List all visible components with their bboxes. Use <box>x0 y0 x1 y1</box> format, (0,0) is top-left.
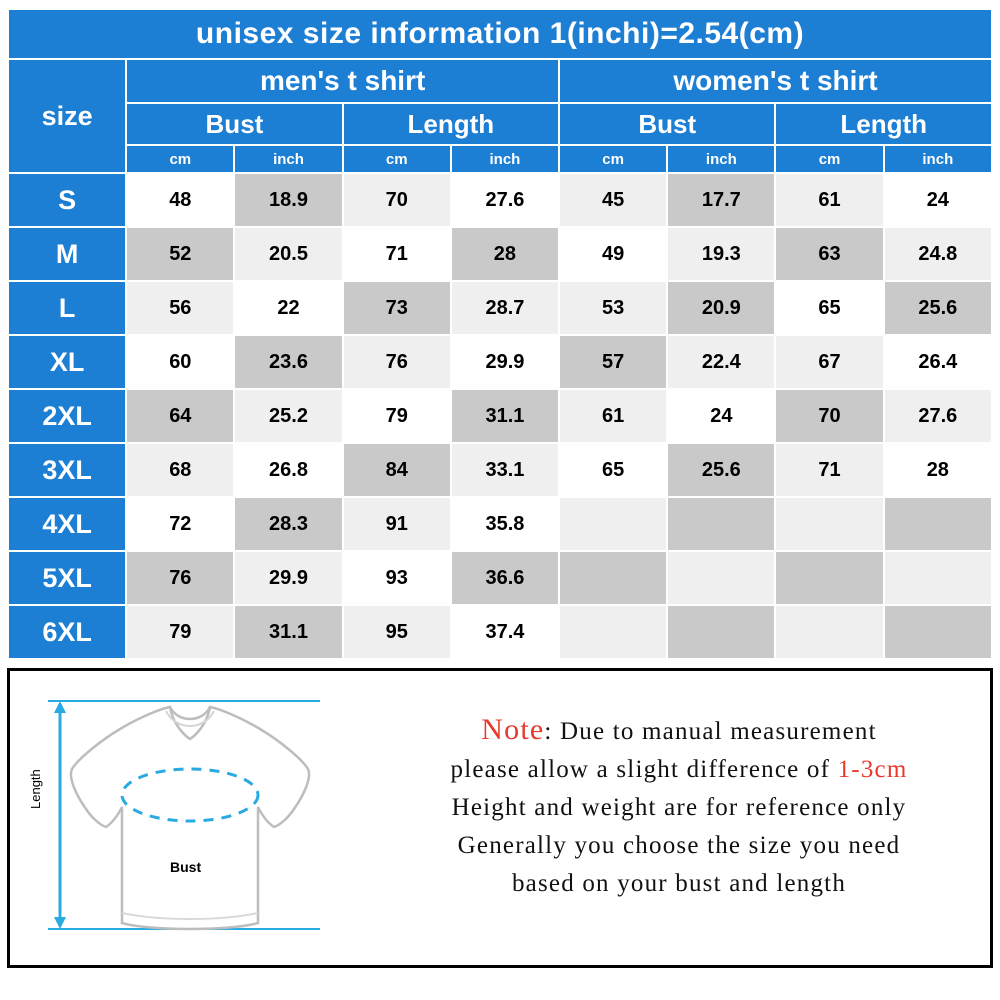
note-tolerance: 1-3cm <box>837 756 908 783</box>
cell-empty <box>667 605 775 659</box>
cell-men-bust-cm: 60 <box>126 335 234 389</box>
cell-empty <box>559 497 667 551</box>
note-line-3: Height and weight are for reference only <box>451 794 907 821</box>
cell-men-bust-inch: 29.9 <box>234 551 342 605</box>
bust-label: Bust <box>170 859 202 875</box>
tshirt-illustration <box>20 677 375 962</box>
note-panel <box>7 668 993 968</box>
table-row <box>8 497 992 551</box>
cell-women-bust-inch: 24 <box>667 389 775 443</box>
cell-empty <box>775 497 883 551</box>
cell-women-bust-inch: 22.4 <box>667 335 775 389</box>
cell-empty <box>667 497 775 551</box>
cell-empty <box>884 551 992 605</box>
cell-men-length-inch: 36.6 <box>451 551 559 605</box>
cell-men-length-inch: 35.8 <box>451 497 559 551</box>
cell-women-bust-inch: 19.3 <box>667 227 775 281</box>
note-line-1-rest: : Due to manual measurement <box>544 718 877 745</box>
cell-men-length-cm: 91 <box>343 497 451 551</box>
table-row <box>8 551 992 605</box>
cell-women-bust-cm: 49 <box>559 227 667 281</box>
cell-men-length-inch: 37.4 <box>451 605 559 659</box>
cell-women-bust-inch: 20.9 <box>667 281 775 335</box>
header-mens-bust: Bust <box>126 103 342 145</box>
cell-men-length-cm: 73 <box>343 281 451 335</box>
cell-men-length-cm: 84 <box>343 443 451 497</box>
header-womens-tshirt: women's t shirt <box>559 59 992 103</box>
table-title-row <box>8 9 992 59</box>
cell-women-bust-inch: 17.7 <box>667 173 775 227</box>
cell-empty <box>884 497 992 551</box>
row-size-label: 4XL <box>8 497 126 551</box>
unit-mens-length-cm: cm <box>343 145 451 173</box>
cell-men-bust-cm: 52 <box>126 227 234 281</box>
row-size-label: 3XL <box>8 443 126 497</box>
length-axis-label: Length <box>28 769 43 809</box>
row-size-label: L <box>8 281 126 335</box>
note-line-2 <box>370 751 988 789</box>
table-row <box>8 605 992 659</box>
header-womens-length: Length <box>775 103 992 145</box>
cell-men-length-inch: 29.9 <box>451 335 559 389</box>
header-size: size <box>8 59 126 173</box>
cell-men-length-inch: 33.1 <box>451 443 559 497</box>
cell-men-length-cm: 76 <box>343 335 451 389</box>
cell-men-bust-inch: 23.6 <box>234 335 342 389</box>
cell-men-length-inch: 31.1 <box>451 389 559 443</box>
cell-men-length-cm: 71 <box>343 227 451 281</box>
table-unit-header-row <box>8 145 992 173</box>
header-mens-length: Length <box>343 103 559 145</box>
table-row <box>8 281 992 335</box>
table-row <box>8 443 992 497</box>
cell-men-bust-cm: 72 <box>126 497 234 551</box>
cell-men-length-inch: 28.7 <box>451 281 559 335</box>
unit-womens-bust-inch: inch <box>667 145 775 173</box>
unit-mens-bust-inch: inch <box>234 145 342 173</box>
table-row <box>8 227 992 281</box>
cell-women-length-cm: 63 <box>775 227 883 281</box>
unit-mens-bust-cm: cm <box>126 145 234 173</box>
cell-men-bust-inch: 31.1 <box>234 605 342 659</box>
note-line-1 <box>370 711 988 751</box>
cell-women-length-inch: 28 <box>884 443 992 497</box>
cell-women-length-inch: 24 <box>884 173 992 227</box>
cell-empty <box>667 551 775 605</box>
note-text <box>370 711 988 903</box>
cell-women-length-cm: 70 <box>775 389 883 443</box>
table-row <box>8 389 992 443</box>
note-line-2-text: please allow a slight difference of <box>450 756 838 783</box>
cell-men-length-inch: 28 <box>451 227 559 281</box>
table-group-header-row <box>8 59 992 103</box>
note-line-5: based on your bust and length <box>511 870 847 897</box>
cell-men-bust-cm: 79 <box>126 605 234 659</box>
cell-women-length-cm: 71 <box>775 443 883 497</box>
cell-empty <box>775 551 883 605</box>
cell-women-bust-cm: 57 <box>559 335 667 389</box>
cell-women-bust-cm: 65 <box>559 443 667 497</box>
cell-men-bust-cm: 68 <box>126 443 234 497</box>
cell-men-bust-cm: 64 <box>126 389 234 443</box>
row-size-label: M <box>8 227 126 281</box>
row-size-label: 5XL <box>8 551 126 605</box>
header-womens-bust: Bust <box>559 103 775 145</box>
cell-women-bust-cm: 61 <box>559 389 667 443</box>
cell-women-bust-cm: 45 <box>559 173 667 227</box>
cell-men-bust-inch: 26.8 <box>234 443 342 497</box>
cell-women-length-cm: 65 <box>775 281 883 335</box>
cell-men-length-cm: 79 <box>343 389 451 443</box>
size-information-table <box>7 8 993 660</box>
table-row <box>8 335 992 389</box>
cell-women-length-inch: 24.8 <box>884 227 992 281</box>
cell-women-length-inch: 27.6 <box>884 389 992 443</box>
cell-men-length-cm: 70 <box>343 173 451 227</box>
note-keyword: Note <box>481 713 545 746</box>
cell-empty <box>559 551 667 605</box>
cell-women-bust-inch: 25.6 <box>667 443 775 497</box>
cell-men-bust-inch: 25.2 <box>234 389 342 443</box>
row-size-label: 2XL <box>8 389 126 443</box>
row-size-label: 6XL <box>8 605 126 659</box>
note-line-4: Generally you choose the size you need <box>457 832 901 859</box>
cell-women-bust-cm: 53 <box>559 281 667 335</box>
table-row <box>8 173 992 227</box>
cell-men-length-cm: 95 <box>343 605 451 659</box>
cell-men-bust-cm: 48 <box>126 173 234 227</box>
cell-men-bust-cm: 76 <box>126 551 234 605</box>
cell-women-length-cm: 67 <box>775 335 883 389</box>
unit-womens-length-cm: cm <box>775 145 883 173</box>
cell-men-bust-inch: 20.5 <box>234 227 342 281</box>
cell-men-bust-inch: 28.3 <box>234 497 342 551</box>
unit-womens-length-inch: inch <box>884 145 992 173</box>
unit-womens-bust-cm: cm <box>559 145 667 173</box>
cell-women-length-inch: 25.6 <box>884 281 992 335</box>
unit-mens-length-inch: inch <box>451 145 559 173</box>
table-title: unisex size information 1(inchi)=2.54(cm) <box>8 9 992 59</box>
cell-men-bust-inch: 18.9 <box>234 173 342 227</box>
header-mens-tshirt: men's t shirt <box>126 59 559 103</box>
cell-men-bust-inch: 22 <box>234 281 342 335</box>
cell-empty <box>559 605 667 659</box>
cell-men-bust-cm: 56 <box>126 281 234 335</box>
cell-empty <box>775 605 883 659</box>
cell-men-length-cm: 93 <box>343 551 451 605</box>
cell-women-length-cm: 61 <box>775 173 883 227</box>
row-size-label: S <box>8 173 126 227</box>
tshirt-measurement-diagram <box>20 677 375 962</box>
table-sub-header-row <box>8 103 992 145</box>
cell-men-length-inch: 27.6 <box>451 173 559 227</box>
cell-women-length-inch: 26.4 <box>884 335 992 389</box>
row-size-label: XL <box>8 335 126 389</box>
cell-empty <box>884 605 992 659</box>
